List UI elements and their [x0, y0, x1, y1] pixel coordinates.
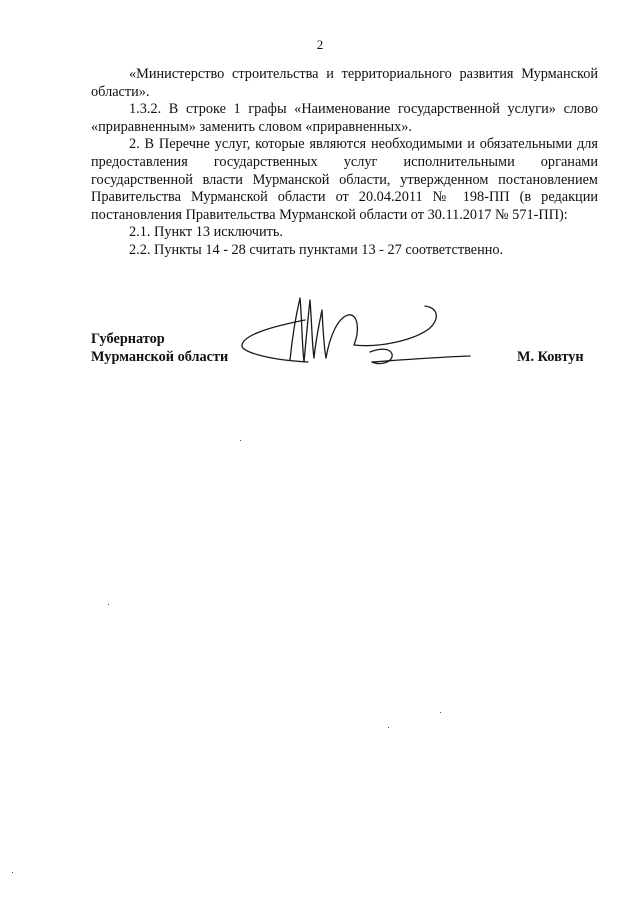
- document-body: [91, 66, 598, 260]
- paragraph-1-3-2: 1.3.2. В строке 1 графы «Наименование государственной услуги» слово «приравненным» заменить словом «приравненных».: [91, 101, 598, 135]
- paragraph-2: 2. В Перечне услуг, которые являются необходимыми и обязательными для предоставления государственных услуг исполнительными органами государственной власти Мурманской области, утвержденном постановлением Правительства Мурманской области от 20.04.2011 № 198-ПП (в редакции постановления Правительства Мурманской области от 30.11.2017 № 571-ПП):: [91, 136, 598, 223]
- signatory-title: [91, 330, 228, 366]
- page-number: 2: [316, 37, 324, 52]
- signatory-title-line2: Мурманской области: [91, 349, 229, 365]
- paragraph-2-1: 2.1. Пункт 13 исключить.: [129, 224, 283, 241]
- signatory-title-line1: Губернатор: [91, 331, 165, 347]
- signatory-name: М. Ковтун: [517, 349, 584, 365]
- paragraph-2-2: 2.2. Пункты 14 - 28 считать пунктами 13 - 27 соответственно.: [129, 241, 504, 258]
- handwritten-signature: [230, 290, 490, 380]
- paragraph-ministry-name: «Министерство строительства и территориального развития Мурманской области».: [91, 66, 598, 100]
